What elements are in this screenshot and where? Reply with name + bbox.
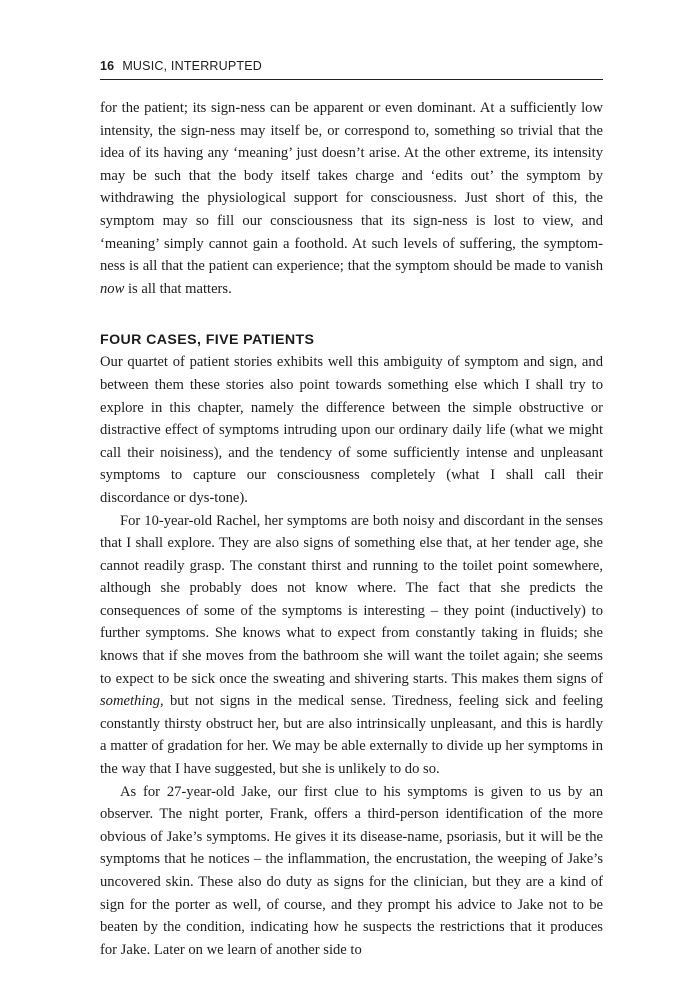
book-page: [100, 58, 603, 961]
paragraph-4: As for 27-year-old Jake, our first clue to his symptoms is given to us by an observer. The night porter, Frank, offers a third-person identification of the more obvious of Jake’s symptoms. He gives it its disease-name, psoriasis, but it will be the symptoms that he notices – the inflammation, the encrustation, the weeping of Jake’s uncovered skin. These also do duty as signs for the clinician, but they are a kind of sign for the porter as well, of course, and they prompt his advice to Jake not to be beaten by the condition, indicating how he suspects the restrictions that it produces for Jake. Later on we learn of another side to: [100, 783, 603, 958]
header-rule: [100, 79, 603, 80]
paragraph-1-emphasis: now: [100, 280, 125, 297]
paragraph-2: Our quartet of patient stories exhibits well this ambiguity of symptom and sign, and between them these stories also point towards something else which I shall try to explore in this chapter, namely the difference between the simple obstructive or distractive effect of symptoms intruding upon our ordinary daily life (what we might call their noisiness), and the tendency of some sufficiently intense and unpleasant symptoms to capture our consciousness completely (what I shall call their discordance or dys-tone).: [100, 354, 603, 506]
paragraph-1-text: for the patient; its sign-ness can be apparent or even dominant. At a sufficiently low intensity, the sign-ness may itself be, or correspond to, something so trivial that the idea of its having any ‘meaning’ just doesn’t arise. At the other extreme, its intensity may be such that the body itself takes charge and ‘edits out’ the symptom by withdrawing the physiological support for consciousness. Just short of this, the symptom may so fill our consciousness that its sign-ness is lost to view, and ‘meaning’ simply cannot gain a foothold. At such levels of suffering, the symptom-ness is all that the patient can experience; that the symptom should be made to vanish: [100, 100, 603, 275]
paragraph-3: [100, 510, 603, 781]
paragraph-1: [100, 97, 603, 300]
page-number: 16: [100, 59, 115, 73]
running-title: MUSIC, INTERRUPTED: [122, 59, 263, 73]
paragraph-1-text-end: is all that matters.: [124, 280, 232, 297]
paragraph-3-text: For 10-year-old Rachel, her symptoms are both noisy and discordant in the senses that I shall explore. They are also signs of something else that, at her tender age, she cannot readily grasp. The constant thirst and running to the toilet point somewhere, although she probably does not know where. The fact that she predicts the consequences of some of the symptoms is interesting – they point (inductively) to further symptoms. She knows what to expect from constantly taking in fluids; she knows that if she moves from the bathroom she will want the toilet again; she seems to expect to be sick once the sweating and shivering starts. This makes them signs of: [100, 512, 603, 687]
paragraph-3-emphasis: something: [100, 693, 160, 710]
section-heading: FOUR CASES, FIVE PATIENTS: [100, 332, 315, 349]
paragraph-3-text-end: , but not signs in the medical sense. Tiredness, feeling sick and feeling constantly thirsty obstruct her, but are also intrinsically unpleasant, and this is hardly a matter of gradation for her. We may be able externally to divide up her symptoms in the way that I have suggested, but she is unlikely to do so.: [100, 693, 603, 778]
running-header: [100, 58, 603, 75]
